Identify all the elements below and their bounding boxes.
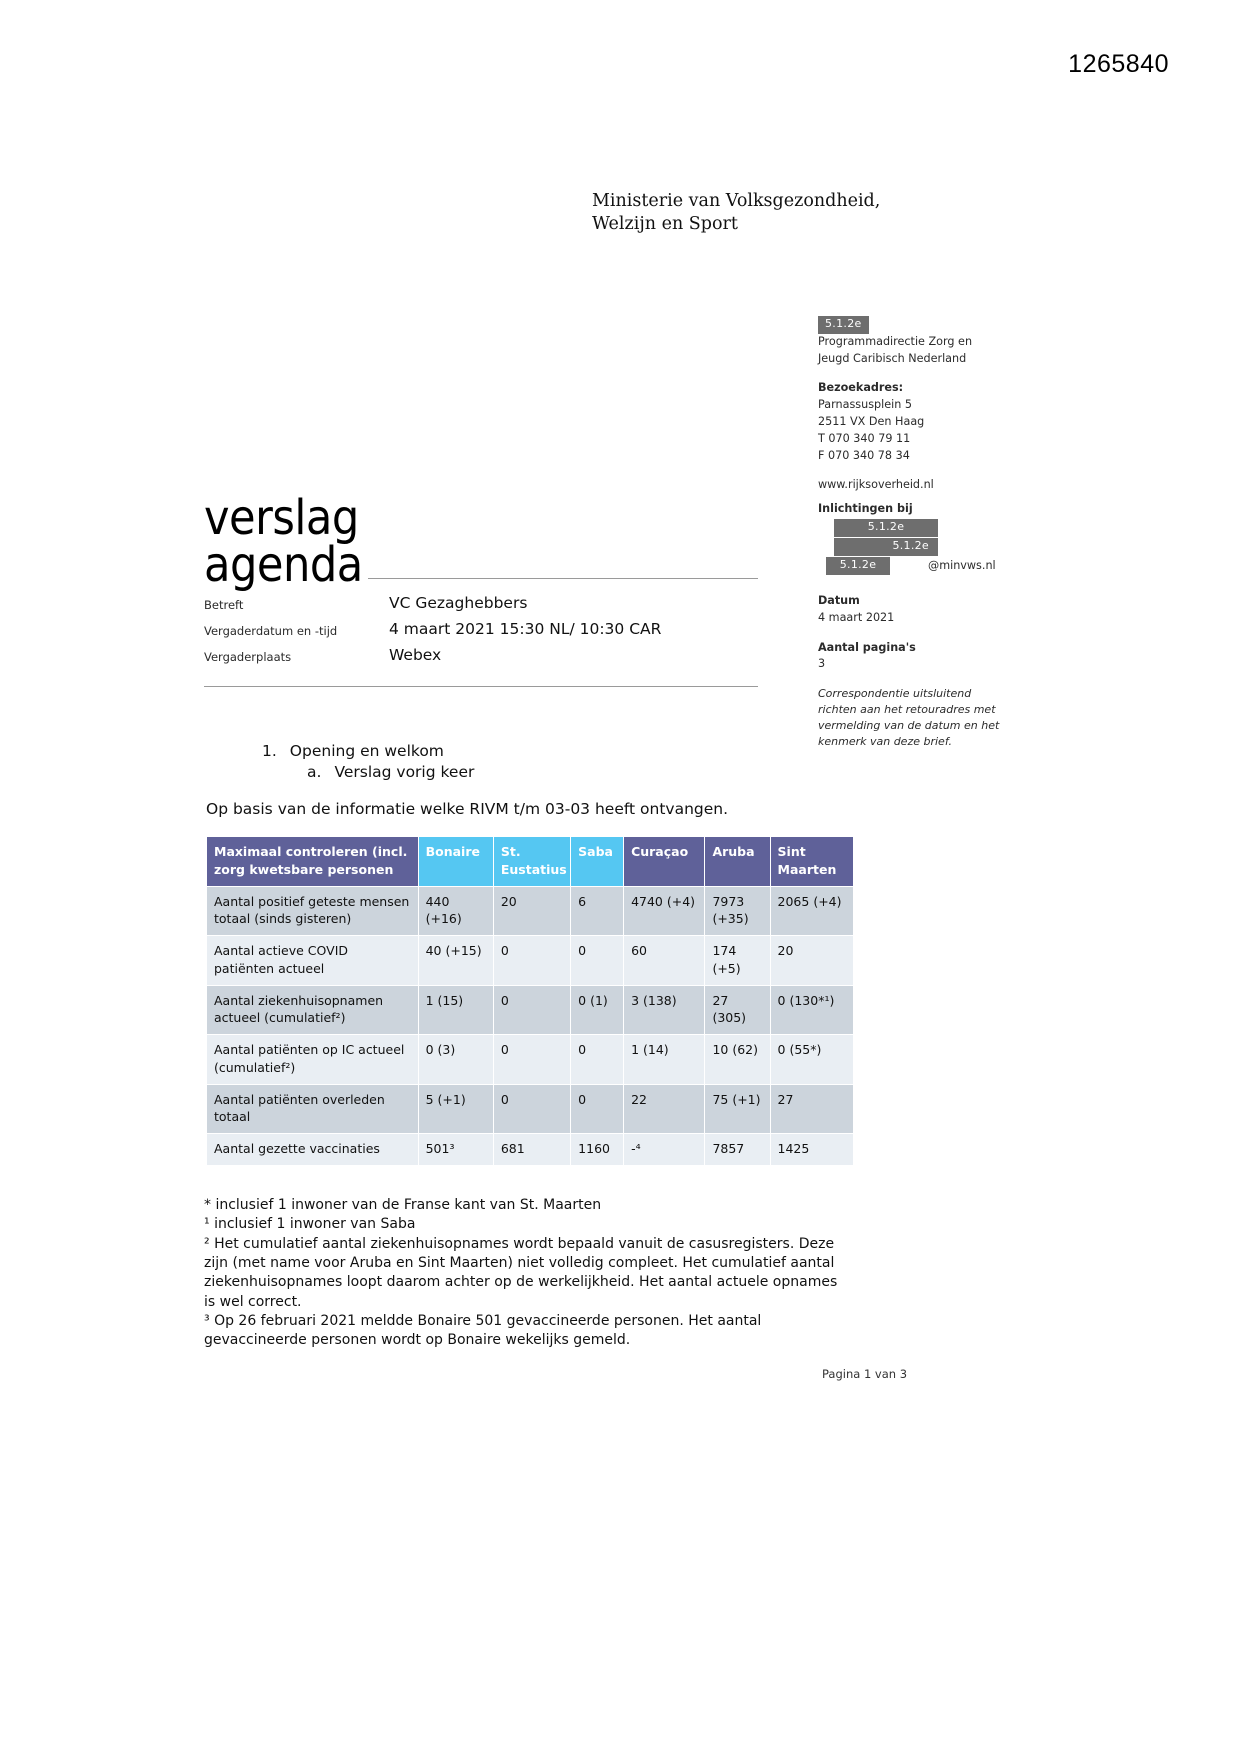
column-header-bonaire: Bonaire [418,837,493,887]
meta-label-location: Vergaderplaats [204,650,292,664]
cell-bonaire: 440 (+16) [418,886,493,936]
cell-saba: 0 [571,1035,624,1085]
pages-heading: Aantal pagina's [818,640,916,654]
footnote-1: ¹ inclusief 1 inwoner van Saba [204,1216,416,1233]
cell-sint-maarten: 20 [770,936,853,986]
row-label: Aantal gezette vaccinaties [207,1134,419,1166]
cell-aruba: 75 (+1) [705,1084,770,1134]
row-label: Aantal positief geteste mensen totaal (sinds gisteren) [207,886,419,936]
cell-curacao: 3 (138) [624,985,705,1035]
meta-label-subject: Betreft [204,598,244,612]
meta-row-location [204,646,764,664]
cell-saba: 0 [571,936,624,986]
redacted-contact-email: 5.1.2e [826,557,890,575]
cell-bonaire: 0 (3) [418,1035,493,1085]
column-header-aruba: Aruba [705,837,770,887]
cell-aruba: 10 (62) [705,1035,770,1085]
agenda-item-1 [262,742,474,760]
cell-curacao: 60 [624,936,705,986]
cell-st-eustatius: 0 [493,936,570,986]
meta-value-location: Webex [389,646,442,664]
cell-saba: 0 (1) [571,985,624,1035]
website-link[interactable]: www.rijksoverheid.nl [818,478,934,492]
row-label: Aantal actieve COVID patiënten actueel [207,936,419,986]
agenda-list [262,742,474,781]
cell-st-eustatius: 681 [493,1134,570,1166]
meta-value-datetime: 4 maart 2021 15:30 NL/ 10:30 CAR [389,620,662,638]
correspondence-note: Correspondentie uitsluitend richten aan het retouradres met vermelding van de datum en het kenmerk van deze brief. [818,687,1000,749]
title-divider-top [368,578,758,579]
meta-row-datetime [204,620,764,638]
ministry-line-1: Ministerie van Volksgezondheid, [592,191,881,211]
agenda-item-1-number: 1. [262,742,277,760]
cell-sint-maarten: 0 (130*¹) [770,985,853,1035]
meta-value-subject: VC Gezaghebbers [389,594,528,612]
cell-aruba: 7973 (+35) [705,886,770,936]
footnotes [204,1196,844,1351]
cell-sint-maarten: 27 [770,1084,853,1134]
title-line-verslag: verslag [204,490,359,546]
address-street: Parnassusplein 5 [818,398,912,412]
cell-sint-maarten: 2065 (+4) [770,886,853,936]
cell-aruba: 174 (+5) [705,936,770,986]
meeting-metadata [204,594,764,672]
address-heading: Bezoekadres: [818,381,904,395]
agenda-item-1a-number: a. [307,763,322,781]
cell-bonaire: 40 (+15) [418,936,493,986]
email-suffix: @minvws.nl [928,559,996,573]
cell-bonaire: 501³ [418,1134,493,1166]
page-title [204,490,363,593]
date-heading: Datum [818,594,860,608]
redacted-contact-name: 5.1.2e [834,519,938,537]
cell-aruba: 27 (305) [705,985,770,1035]
contact-sidebar [818,316,1004,750]
cell-saba: 1160 [571,1134,624,1166]
cell-curacao: -⁴ [624,1134,705,1166]
covid-statistics-table [206,836,854,1166]
cell-curacao: 22 [624,1084,705,1134]
table-row [207,985,854,1035]
cell-bonaire: 1 (15) [418,985,493,1035]
table-row [207,936,854,986]
table-header-row [207,837,854,887]
redacted-contact-block [818,519,1004,577]
column-header-metric: Maximaal controleren (incl. zorg kwetsbare personen [207,837,419,887]
cell-sint-maarten: 0 (55*) [770,1035,853,1085]
document-number: 1265840 [1068,50,1169,78]
column-header-saba: Saba [571,837,624,887]
directorate-line-1: Programmadirectie Zorg en [818,334,973,348]
title-divider-bottom [204,686,758,687]
footnote-asterisk: * inclusief 1 inwoner van de Franse kant van St. Maarten [204,1197,602,1213]
address-city: 2511 VX Den Haag [818,415,925,429]
ministry-line-2: Welzijn en Sport [592,214,738,235]
cell-sint-maarten: 1425 [770,1134,853,1166]
title-line-agenda: agenda [204,536,363,593]
table-row [207,1084,854,1134]
agenda-item-1a [307,763,474,781]
agenda-item-1-text: Opening en welkom [289,742,444,760]
cell-st-eustatius: 0 [493,1035,570,1085]
cell-bonaire: 5 (+1) [418,1084,493,1134]
contact-heading: Inlichtingen bij [818,502,913,516]
cell-saba: 6 [571,886,624,936]
column-header-sint-maarten: Sint Maarten [770,837,853,887]
row-label: Aantal patiënten overleden totaal [207,1084,419,1134]
cell-curacao: 1 (14) [624,1035,705,1085]
meta-row-subject [204,594,764,612]
fax-number: F 070 340 78 34 [818,448,910,462]
redacted-department: 5.1.2e [818,316,869,334]
meta-label-datetime: Vergaderdatum en -tijd [204,624,338,638]
cell-st-eustatius: 0 [493,1084,570,1134]
pages-value: 3 [818,657,826,671]
agenda-item-1a-text: Verslag vorig keer [334,763,475,781]
footnote-2: ² Het cumulatief aantal ziekenhuisopnames wordt bepaald vanuit de casusregisters. Deze zijn (met name voor Aruba en Sint Maarten) niet volledig compleet. Het cumulatief aantal ziekenhuisopnames loopt daarom achter op de werkelijkheid. Het aantal actuele opnames is wel correct. [204,1235,838,1310]
redacted-contact-phone: 5.1.2e [834,538,938,556]
page-footer: Pagina 1 van 3 [822,1367,908,1381]
ministry-header [592,190,880,237]
column-header-curacao: Curaçao [624,837,705,887]
phone-number: T 070 340 79 11 [818,431,911,445]
row-label: Aantal ziekenhuisopnamen actueel (cumulatief²) [207,985,419,1035]
date-value: 4 maart 2021 [818,610,895,624]
column-header-st-eustatius: St. Eustatius [493,837,570,887]
row-label: Aantal patiënten op IC actueel (cumulatief²) [207,1035,419,1085]
table-row [207,1134,854,1166]
cell-st-eustatius: 0 [493,985,570,1035]
cell-aruba: 7857 [705,1134,770,1166]
directorate-line-2: Jeugd Caribisch Nederland [818,351,967,365]
cell-saba: 0 [571,1084,624,1134]
footnote-3: ³ Op 26 februari 2021 meldde Bonaire 501 gevaccineerde personen. Het aantal gevaccineerde personen wordt op Bonaire wekelijks gemeld. [204,1312,762,1349]
cell-curacao: 4740 (+4) [624,886,705,936]
intro-text: Op basis van de informatie welke RIVM t/m 03-03 heeft ontvangen. [206,800,729,818]
table-row [207,1035,854,1085]
table-row [207,886,854,936]
cell-st-eustatius: 20 [493,886,570,936]
